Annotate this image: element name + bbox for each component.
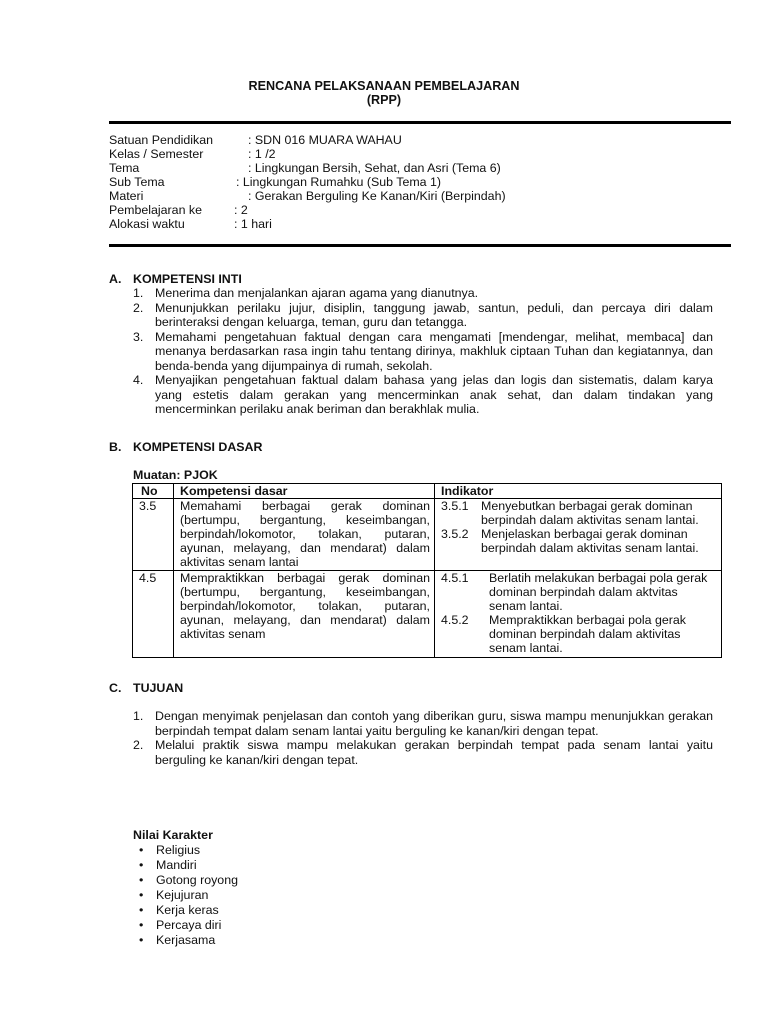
top-divider	[109, 121, 731, 124]
identity-label: Materi	[109, 189, 144, 203]
section-title: KOMPETENSI INTI	[133, 272, 242, 286]
list-item	[133, 888, 238, 903]
bullet-icon: •	[139, 843, 144, 857]
list-item	[133, 873, 238, 888]
row-kompetensi-dasar: Memahami berbagai gerak dominan (bertumpu, bergantung, keseimbangan, berpindah/lokomotor, tolakan, putaran, ayunan, melayang, dan mendarat) dalam aktivitas senam lantai	[174, 499, 435, 570]
bullet-icon: •	[139, 858, 144, 872]
indikator-item	[441, 527, 717, 555]
identity-divider	[109, 244, 731, 247]
identity-label: Tema	[109, 161, 140, 175]
list-item	[133, 918, 238, 933]
item-number: 2.	[133, 738, 144, 752]
item-number: 4.	[133, 373, 144, 387]
indikator-code: 3.5.2	[441, 527, 469, 542]
identity-label: Kelas / Semester	[109, 147, 204, 161]
tujuan-list	[133, 709, 713, 767]
indikator-code: 4.5.2	[441, 612, 469, 627]
document-subtitle: (RPP)	[366, 93, 402, 107]
kompetensi-dasar-table	[132, 483, 722, 658]
list-item	[133, 286, 713, 301]
bullet-icon: •	[139, 918, 144, 932]
nilai-karakter-list	[133, 843, 238, 948]
bullet-icon: •	[139, 873, 144, 887]
item-text: Kejujuran	[156, 888, 209, 902]
indikator-item	[441, 613, 717, 655]
item-number: 1.	[133, 709, 144, 723]
item-number: 3.	[133, 329, 144, 344]
section-letter: C.	[109, 681, 122, 695]
nilai-karakter-heading: Nilai Karakter	[133, 828, 213, 842]
item-text: Menyajikan pengetahuan faktual dalam bahasa yang jelas dan logis dan sistematis, dalam karya yang estetis dalam gerakan yang mencerminkan anak sehat, dan dalam tindakan yang mencerminkan perilaku anak beriman dan berakhlak mulia.	[155, 373, 713, 416]
identity-value: : Lingkungan Rumahku (Sub Tema 1)	[236, 175, 442, 189]
identity-value: : Gerakan Berguling Ke Kanan/Kiri (Berpindah)	[248, 189, 506, 203]
list-item	[133, 858, 238, 873]
section-title: KOMPETENSI DASAR	[133, 440, 263, 454]
indikator-item	[441, 499, 717, 527]
identity-label: Pembelajaran ke	[109, 203, 202, 217]
bullet-icon: •	[139, 888, 144, 902]
item-text: Melalui praktik siswa mampu melakukan gerakan berpindah tempat pada senam lantai yaitu berguling ke kanan/kiri dengan tepat.	[155, 738, 713, 767]
list-item	[133, 903, 238, 918]
section-letter: B.	[109, 440, 122, 454]
bullet-icon: •	[139, 933, 144, 947]
row-number: 3.5	[133, 499, 174, 570]
identity-value: : SDN 016 MUARA WAHAU	[248, 133, 402, 147]
indikator-text: Menjelaskan berbagai gerak dominan berpindah dalam aktivitas senam lantai.	[481, 527, 699, 556]
identity-label: Satuan Pendidikan	[109, 133, 214, 147]
list-item	[133, 709, 713, 738]
item-number: 2.	[133, 300, 144, 315]
item-text: Menerima dan menjalankan ajaran agama yang dianutnya.	[155, 286, 479, 300]
indikator-text: Berlatih melakukan berbagai pola gerak dominan berpindah dalam aktvitas senam lantai.	[489, 570, 708, 613]
section-c-heading	[109, 681, 183, 696]
row-number: 4.5	[133, 570, 174, 658]
section-letter: A.	[109, 272, 122, 286]
item-text: Dengan menyimak penjelasan dan contoh yang diberikan guru, siswa mampu menunjukkan gerakan berpindah tempat dalam senam lantai yaitu berguling ke kanan/kiri dengan tepat.	[155, 709, 713, 738]
item-text: Memahami pengetahuan faktual dengan cara mengamati [mendengar, melihat, membaca] dan menanya berdasarkan rasa ingin tahu tentang dirinya, makhluk ciptaan Tuhan dan kegiatannya, dan benda-benda yang dijumpainya di rumah, sekolah.	[155, 329, 713, 373]
section-title: TUJUAN	[133, 681, 184, 695]
row-indikator	[435, 570, 722, 658]
list-item	[133, 301, 713, 330]
identity-value: : Lingkungan Bersih, Sehat, dan Asri (Tema 6)	[248, 161, 501, 175]
table-row	[133, 570, 722, 658]
row-kompetensi-dasar: Mempraktikkan berbagai gerak dominan (bertumpu, bergantung, keseimbangan, berpindah/lokomotor, tolakan, putaran, ayunan, melayang, dan mendarat) dalam aktivitas senam	[174, 570, 435, 658]
indikator-code: 3.5.1	[441, 499, 469, 514]
kompetensi-inti-list	[133, 286, 713, 417]
list-item	[133, 373, 713, 417]
muatan-label: Muatan: PJOK	[133, 468, 218, 482]
item-text: Mandiri	[156, 858, 197, 872]
item-text: Kerja keras	[156, 903, 219, 917]
list-item	[133, 933, 238, 948]
section-a-heading	[109, 272, 242, 287]
identity-value: : 2	[234, 203, 248, 217]
item-text: Religius	[156, 843, 201, 857]
identity-value: : 1 /2	[248, 147, 276, 161]
header-indikator: Indikator	[435, 484, 722, 499]
document-title: RENCANA PELAKSANAAN PEMBELAJARAN	[248, 79, 520, 93]
item-text: Gotong royong	[156, 873, 238, 887]
header-no: No	[133, 484, 174, 499]
identity-value: : 1 hari	[234, 217, 272, 231]
list-item	[133, 738, 713, 767]
table-header-row	[133, 484, 722, 499]
bullet-icon: •	[139, 903, 144, 917]
item-number: 1.	[133, 286, 144, 300]
indikator-code: 4.5.1	[441, 570, 469, 585]
table-row	[133, 499, 722, 570]
list-item	[133, 843, 238, 858]
identity-label: Sub Tema	[109, 175, 165, 189]
section-b-heading	[109, 440, 262, 455]
row-indikator	[435, 499, 722, 570]
item-text: Kerjasama	[156, 933, 216, 947]
indikator-item	[441, 571, 717, 613]
identity-label: Alokasi waktu	[109, 217, 185, 231]
indikator-text: Menyebutkan berbagai gerak dominan berpindah dalam aktivitas senam lantai.	[481, 499, 699, 528]
item-text: Percaya diri	[156, 918, 222, 932]
header-kompetensi-dasar: Kompetensi dasar	[174, 484, 435, 499]
list-item	[133, 330, 713, 374]
item-text: Menunjukkan perilaku jujur, disiplin, tanggung jawab, santun, peduli, dan percaya diri dalam berinteraksi dengan keluarga, teman, guru dan tetangga.	[155, 300, 713, 329]
indikator-text: Mempraktikkan berbagai pola gerak dominan berpindah dalam aktivitas senam lantai.	[489, 612, 686, 656]
